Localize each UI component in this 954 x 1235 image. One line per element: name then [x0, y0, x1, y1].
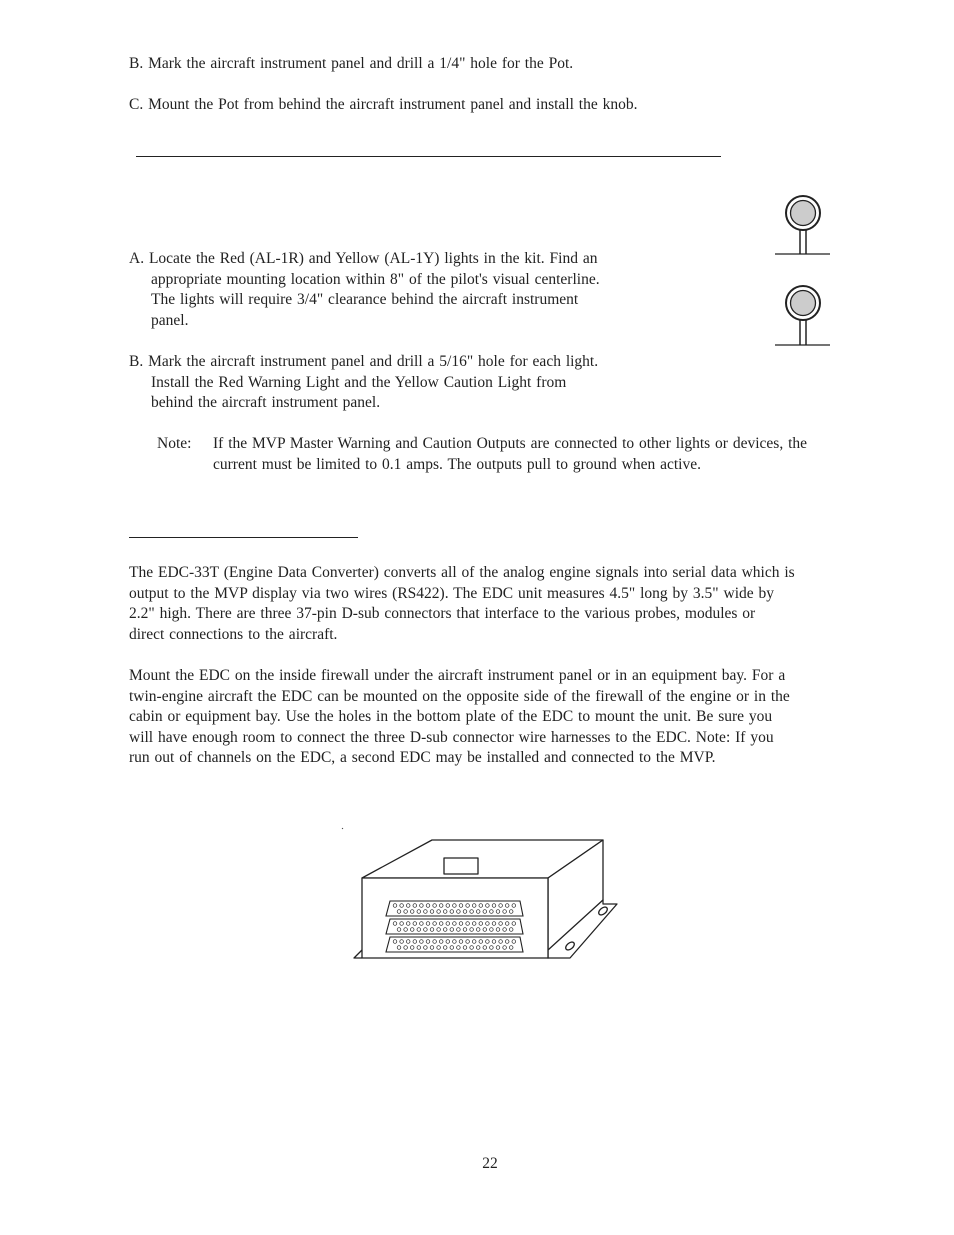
edc-unit-illustration: [340, 825, 630, 965]
page-number: 22: [482, 1155, 498, 1172]
pot-step-c: C. Mount the Pot from behind the aircraft instrument panel and install the knob.: [129, 96, 638, 113]
edc-heading-rule: [129, 537, 358, 538]
note-label: Note:: [157, 435, 192, 452]
dsub-connector-1: [386, 901, 523, 916]
pot-step-b: B. Mark the aircraft instrument panel and drill a 1/4" hole for the Pot.: [129, 55, 574, 72]
edc-top-label: [444, 858, 478, 874]
section-heading-rule: [136, 156, 721, 157]
red-warning-light-icon: [775, 196, 830, 254]
yellow-caution-light-icon: [775, 286, 830, 345]
warning-lights-diagram: [770, 190, 840, 350]
dsub-connector-2: [386, 919, 523, 934]
dsub-connector-3: [386, 937, 523, 952]
edc-left-flange: [354, 950, 362, 958]
